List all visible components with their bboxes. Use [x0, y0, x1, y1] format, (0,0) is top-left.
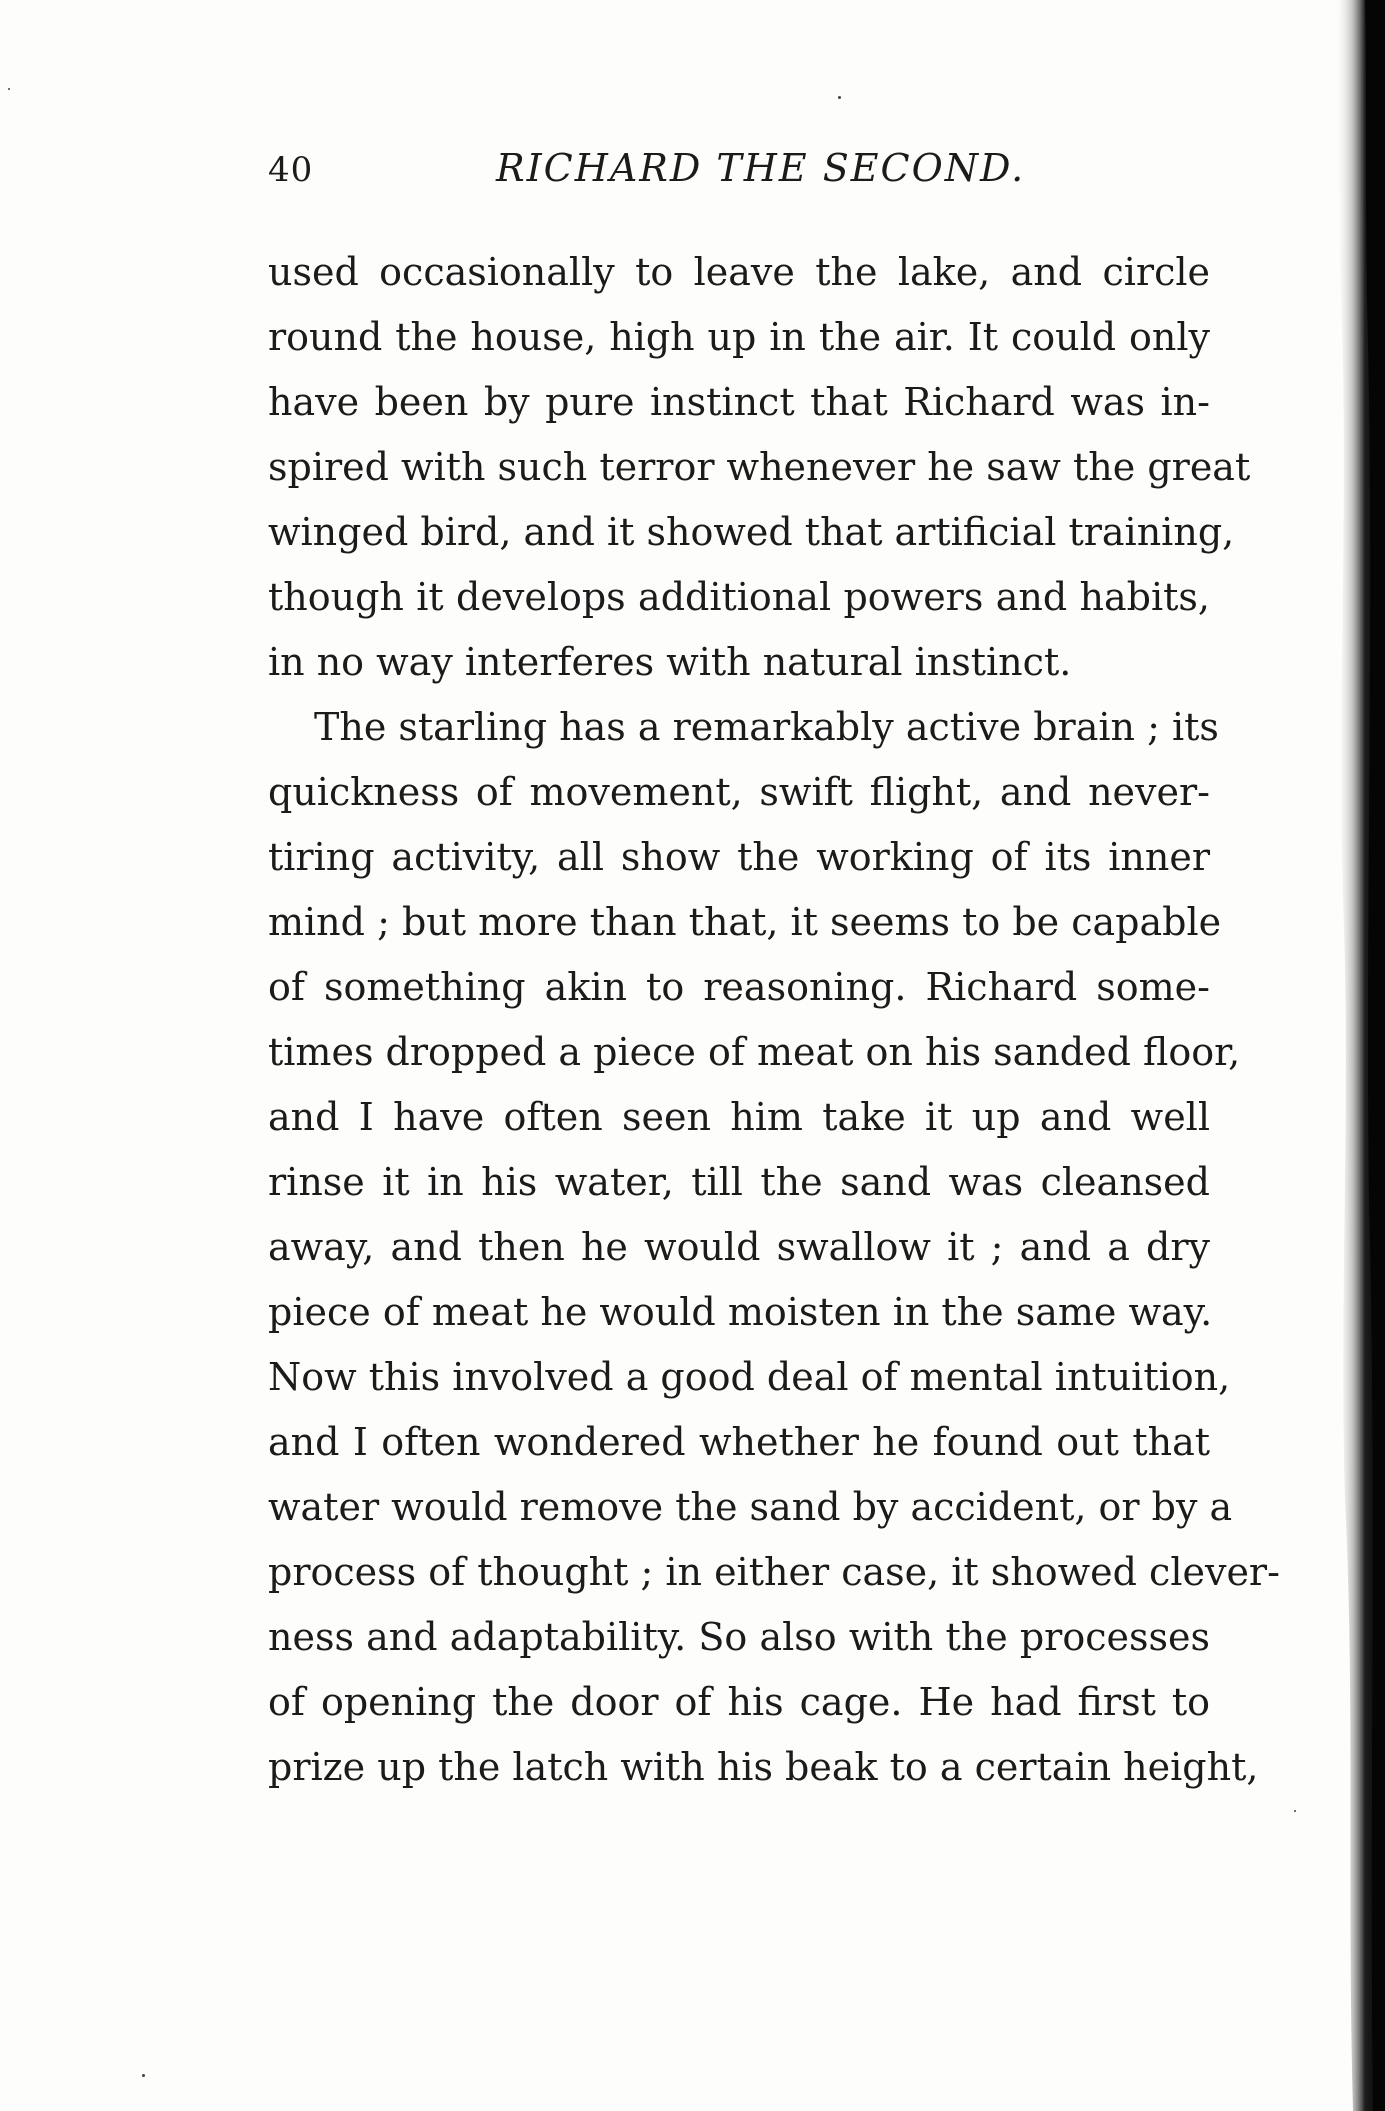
paragraph	[268, 695, 1280, 1800]
text-line: have been by pure instinct that Richard was in-	[268, 380, 1210, 424]
scan-speck	[8, 88, 10, 90]
running-title: RICHARD THE SECOND.	[496, 146, 1026, 190]
text-line: of opening the door of his cage. He had first to	[268, 1680, 1210, 1724]
running-head	[268, 140, 1210, 200]
binding-edge	[1295, 0, 1385, 2111]
text-line: and I have often seen him take it up and well	[268, 1095, 1210, 1139]
text-line: away, and then he would swallow it ; and a dry	[268, 1225, 1210, 1269]
text-line: winged bird, and it showed that artificial training,	[268, 510, 1235, 554]
text-line: round the house, high up in the air. It could only	[268, 315, 1210, 359]
text-line: tiring activity, all show the working of its inner	[268, 835, 1210, 879]
text-line: The starling has a remarkably active brain ; its	[314, 705, 1219, 749]
text-line: process of thought ; in either case, it showed clever-	[268, 1550, 1280, 1594]
text-line: prize up the latch with his beak to a certain height,	[268, 1745, 1259, 1789]
text-line: ness and adaptability. So also with the processes	[268, 1615, 1210, 1659]
text-line: rinse it in his water, till the sand was cleansed	[268, 1160, 1210, 1204]
scan-speck	[838, 96, 841, 99]
text-line: spired with such terror whenever he saw the great	[268, 445, 1251, 489]
scan-speck	[142, 2074, 145, 2077]
scan-speck	[1294, 1810, 1296, 1812]
text-line: times dropped a piece of meat on his sanded floor,	[268, 1030, 1241, 1074]
text-line: and I often wondered whether he found out that	[268, 1420, 1210, 1464]
body-text	[268, 240, 1280, 1800]
text-line: of something akin to reasoning. Richard some-	[268, 965, 1210, 1009]
text-line: water would remove the sand by accident, or by a	[268, 1485, 1233, 1529]
page-number: 40	[268, 150, 314, 190]
text-line: in no way interferes with natural instinct.	[268, 640, 1072, 684]
text-line: mind ; but more than that, it seems to be capable	[268, 900, 1222, 944]
text-line: used occasionally to leave the lake, and circle	[268, 250, 1210, 294]
text-line: piece of meat he would moisten in the same way.	[268, 1290, 1213, 1334]
paragraph	[268, 240, 1251, 695]
text-line: quickness of movement, swift flight, and never-	[268, 770, 1210, 814]
text-line: Now this involved a good deal of mental intuition,	[268, 1355, 1231, 1399]
text-line: though it develops additional powers and habits,	[268, 575, 1210, 619]
